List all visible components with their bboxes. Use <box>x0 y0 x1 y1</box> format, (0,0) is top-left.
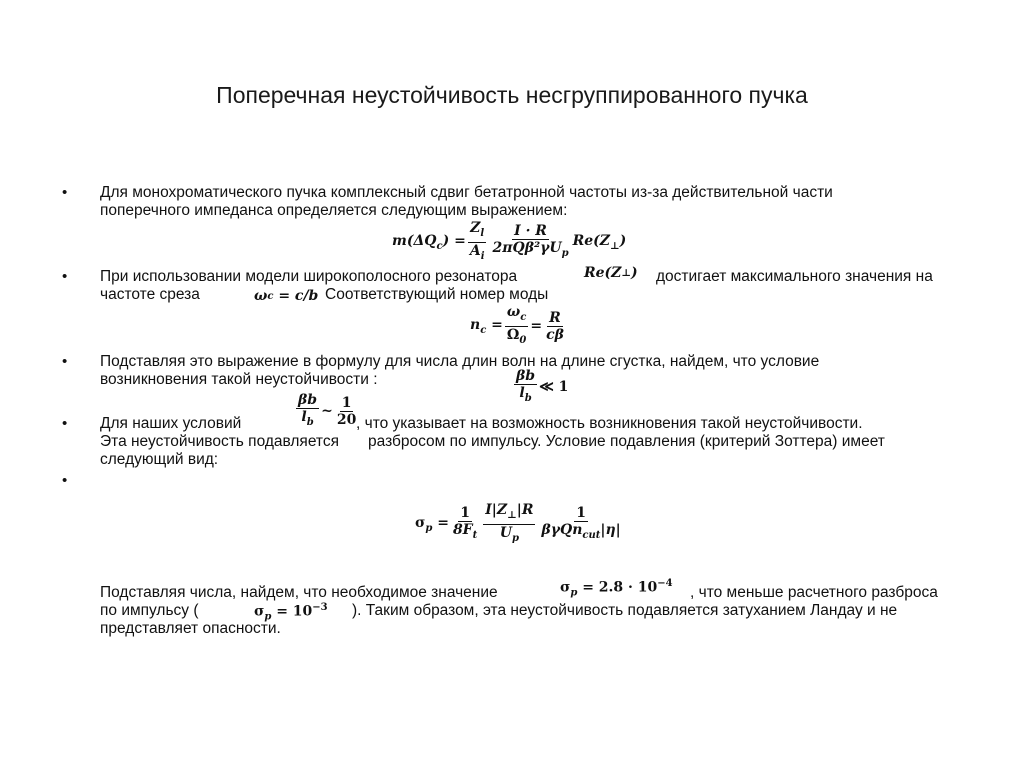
paragraph-3-line-1: Подставляя это выражение в формулу для числа длин волн на длине сгустка, найдем, что условие <box>100 353 820 370</box>
formula-re-z: Re(Z ⊥ ) <box>584 265 638 281</box>
paragraph-1-line-2: поперечного импеданса определяется следующим выражением: <box>100 202 568 219</box>
paragraph-4-line-3: следующий вид: <box>100 451 219 468</box>
paragraph-5-line-2b: ). Таким образом, эта неустойчивость подавляется затуханием Ландау и не <box>352 602 898 619</box>
paragraph-5-line-1b: , что меньше расчетного разброса <box>690 584 938 601</box>
bullet: • <box>62 184 68 201</box>
paragraph-5-line-3: представляет опасности. <box>100 620 281 637</box>
bullet: • <box>62 353 68 370</box>
formula-calculated-spread: $\sigma_p = 10^{-3}$ <box>254 602 328 623</box>
formula-zotter-criterion: $\sigma_p$ = $\frac{1}{8F_t}$ $\frac{I|Z_\perp|R}{U_p}$ $\frac{1}{\beta\gamma Qn_{cut}|\eta|}$ <box>415 502 621 544</box>
formula-required-spread: $\sigma_p = 2.8 \cdot 10^{-4}$ <box>560 578 673 599</box>
paragraph-3-line-2: возникновения такой неустойчивости : <box>100 371 378 388</box>
formula-our-conditions: $\frac{\beta b}{l_b}$ ~ $\frac{1}{20}$ <box>298 392 357 428</box>
paragraph-1-line-1: Для монохроматического пучка комплексный сдвиг бетатронной частоты из-за действительной части <box>100 184 833 201</box>
bullet: • <box>62 472 68 489</box>
paragraph-4-line-1b: , что указывает на возможность возникновения такой неустойчивости. <box>356 415 863 432</box>
formula-instability-condition: $\frac{\beta b}{l_b}$ ≪ 1 <box>516 368 569 404</box>
bullet: • <box>62 268 68 285</box>
slide-title: Поперечная неустойчивость несгруппированного пучка <box>216 82 808 108</box>
bullet: • <box>62 415 68 432</box>
paragraph-5-line-1a: Подставляя числа, найдем, что необходимое значение <box>100 584 498 601</box>
paragraph-4-line-2a: Эта неустойчивость подавляется <box>100 433 340 450</box>
formula-mode-number: $n_c$ = $\frac{\omega_c}{\Omega_0}$ = $\frac{R}{c\beta}$ <box>470 304 564 346</box>
paragraph-4-line-2b: разбросом по импульсу. Условие подавления (критерий Зоттера) имеет <box>368 433 885 450</box>
paragraph-2-line-2b: Соответствующий номер моды <box>325 286 549 303</box>
paragraph-2-line-1a: При использовании модели широкополосного резонатора <box>100 268 518 285</box>
paragraph-4-line-1a: Для наших условий <box>100 415 242 432</box>
paragraph-2-line-1b: достигает максимального значения на <box>656 268 933 285</box>
paragraph-5-line-2a: по импульсу ( <box>100 602 199 619</box>
formula-cutoff-frequency: ω c = c/b <box>254 288 319 304</box>
formula-tune-shift: $m(\Delta Q_c)$ = $\frac{Z_l}{A_i}$ $\frac{I \cdot R}{2\pi Q\beta^2\gamma U_p}$ $Re(Z_\perp)$ <box>392 220 627 262</box>
paragraph-2-line-2a: частоте среза <box>100 286 200 303</box>
